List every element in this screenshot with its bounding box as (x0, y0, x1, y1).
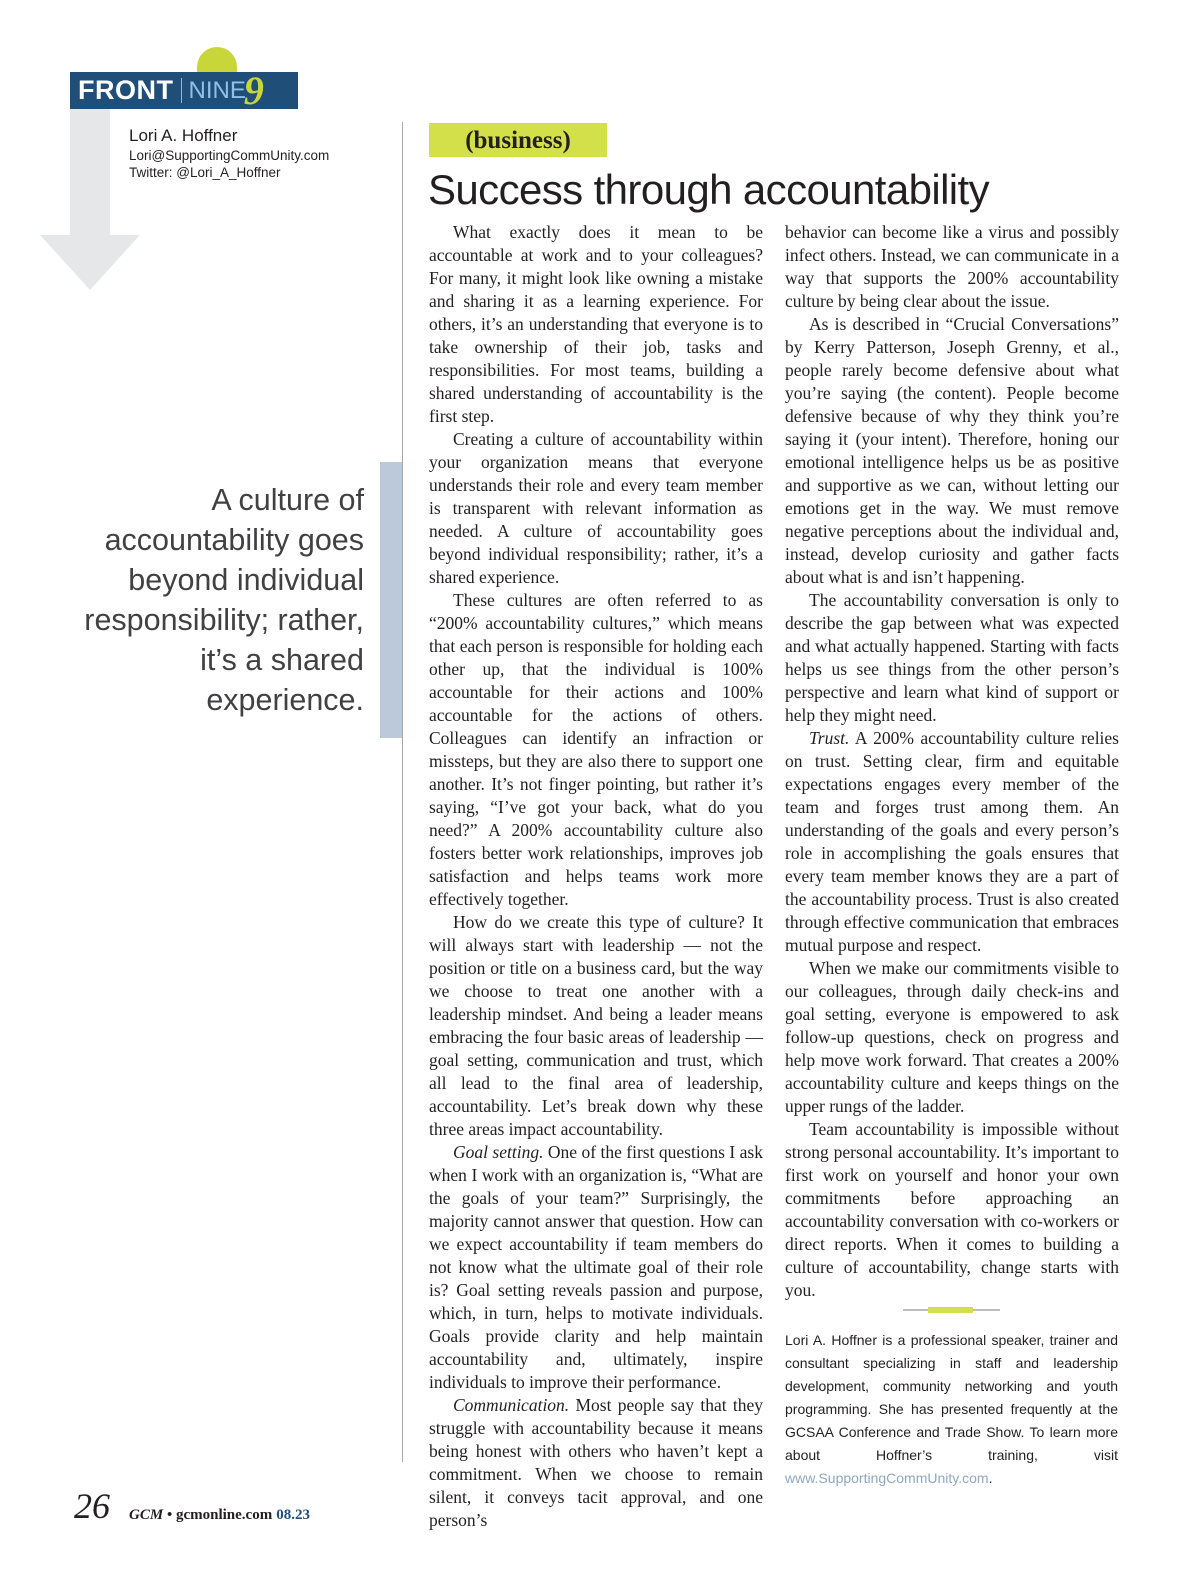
author-twitter: Twitter: @Lori_A_Hoffner (129, 165, 281, 180)
bio-end: . (988, 1470, 993, 1486)
down-arrow-shaft (70, 109, 110, 235)
paragraph: When we make our commitments visible to our colleagues, through daily check-ins and goal setting, everyone is empowered to ask follow-up questions, check on progress and help move work forward. That creates a 200% accountability culture and keeps things on the upper rungs of the ladder. (785, 958, 1119, 1116)
paragraph: behavior can become like a virus and possibly infect others. Instead, we can communicate in a way that supports the 200% accountability culture by being clear about the issue. (785, 222, 1119, 311)
author-byline (129, 126, 329, 180)
run-in-heading: Goal setting. (453, 1142, 544, 1162)
paragraph-text: A 200% accountability culture relies on trust. Setting clear, firm and equitable expectations engages every member of the team and forges trust among them. An understanding of the goals and every person’s role in accomplishing the goals ensures that every team member knows they are a part of the accountability process. Trust is also created through effective communication that embraces mutual purpose and respect. (785, 728, 1119, 955)
article-column-1 (429, 221, 763, 1532)
paragraph: These cultures are often referred to as “200% accountability cultures,” which means that each person is responsible for holding each other up, that the individual is 100% accountable for their actions and 100% accountable for the actions of others. Colleagues can identify an infraction or missteps, but they are also there to support one another. It’s not finger pointing, but rather it’s saying, “I’ve got your back, what do you need?” A 200% accountability culture also fosters better work relationships, improves job satisfaction and helps teams work more effectively together. (429, 590, 763, 909)
website: gcmonline.com (175, 1507, 273, 1523)
logo-nine-numeral: 9 (243, 67, 264, 113)
paragraph: As is described in “Crucial Conversations” by Kerry Patterson, Joseph Grenny, et al., people rarely become defensive about what you’re saying (the content). People become defensive because of why they think you’re saying it (your intent). Therefore, honing our emotional intelligence helps us be as positive and supportive as we can, without letting our emotions get in the way. We must remove negative perceptions about the individual and, instead, develop curiosity and gather facts about what is and isn’t happening. (785, 314, 1119, 587)
paragraph: How do we create this type of culture? It will always start with leadership — not the position or title on a business card, but the way we choose to treat one another with a leadership mindset. And being a leader means embracing the four basic areas of leadership — goal setting, communication and trust, which all lead to the final area of leadership, accountability. Let’s break down why these three areas impact accountability. (429, 912, 763, 1139)
run-in-heading: Communication. (453, 1395, 570, 1415)
paragraph: Creating a culture of accountability within your organization means that everyone understands their role and every team member is transparent with relevant information as needed. A culture of accountability goes beyond individual responsibility; rather, it’s a shared experience. (429, 429, 763, 587)
paragraph-text: One of the first questions I ask when I work with an organization is, “What are the goals of your team?” Surprisingly, the majority cannot answer that question. How can we expect accountability if team members do not know what the ultimate goal of their role is? Goal setting reveals passion and purpose, which, in turn, helps to motivate individuals. Goals provide clarity and help maintain accountability and, ultimately, inspire individuals to improve their performance. (429, 1142, 763, 1392)
article-headline: Success through accountability (428, 166, 989, 213)
pull-quote-bar (380, 462, 402, 738)
author-name: Lori A. Hoffner (129, 126, 238, 145)
logo-nine-text: NINE (188, 76, 246, 104)
paragraph: Team accountability is impossible without strong personal accountability. It’s important to first work on yourself and honor your own commitments before approaching an accountability conversation with co-workers or direct reports. When it comes to building a culture of accountability, change starts with you. (785, 1119, 1119, 1300)
paragraph (785, 727, 1119, 957)
page-number: 26 (74, 1486, 110, 1526)
run-in-heading: Trust. (809, 728, 850, 748)
footer-bullet: • (163, 1507, 176, 1523)
paragraph (429, 1141, 763, 1394)
section-tag: (business) (429, 123, 607, 157)
logo-leaf-decoration (197, 47, 237, 73)
down-arrow-icon (40, 235, 140, 290)
article-column-2 (785, 221, 1119, 1302)
footer-credit (129, 1507, 310, 1524)
end-mark (928, 1307, 973, 1313)
magazine-name: GCM (129, 1507, 164, 1523)
author-email: Lori@SupportingCommUnity.com (129, 148, 330, 163)
paragraph: The accountability conversation is only to describe the gap between what was expected and what actually happened. Starting with facts helps us see things from the other person’s perspective and learn what kind of support or help they might need. (785, 590, 1119, 725)
pull-quote: A culture of accountability goes beyond individual responsibility; rather, it’s a shared experience. (84, 483, 364, 717)
logo-separator (181, 78, 182, 103)
paragraph-text: Most people say that they struggle with accountability because it means being honest with others who haven’t kept a commitment. When we choose to remain silent, it conveys tacit approval, and one person’s (429, 1395, 763, 1530)
paragraph (429, 1394, 763, 1532)
issue-date: 08.23 (276, 1507, 310, 1523)
column-divider (402, 122, 403, 1462)
bio-link[interactable]: www.SupportingCommUnity.com (785, 1470, 989, 1486)
front-nine-logo (70, 67, 298, 113)
logo-front-text: FRONT (78, 75, 174, 105)
paragraph: What exactly does it mean to be accountable at work and to your colleagues? For many, it might look like owning a mistake and sharing it as a learning experience. For others, it’s an understanding that everyone is to take ownership of their job, tasks and responsibilities. For most teams, building a shared understanding of accountability is the first step. (429, 222, 763, 426)
bio-text: Lori A. Hoffner is a professional speaker, trainer and consultant specializing in staff and leadership development, community networking and youth programming. She has presented frequently at the GCSAA Conference and Trade Show. To learn more about Hoffner’s training, visit (785, 1332, 1118, 1463)
author-bio (785, 1329, 1118, 1490)
